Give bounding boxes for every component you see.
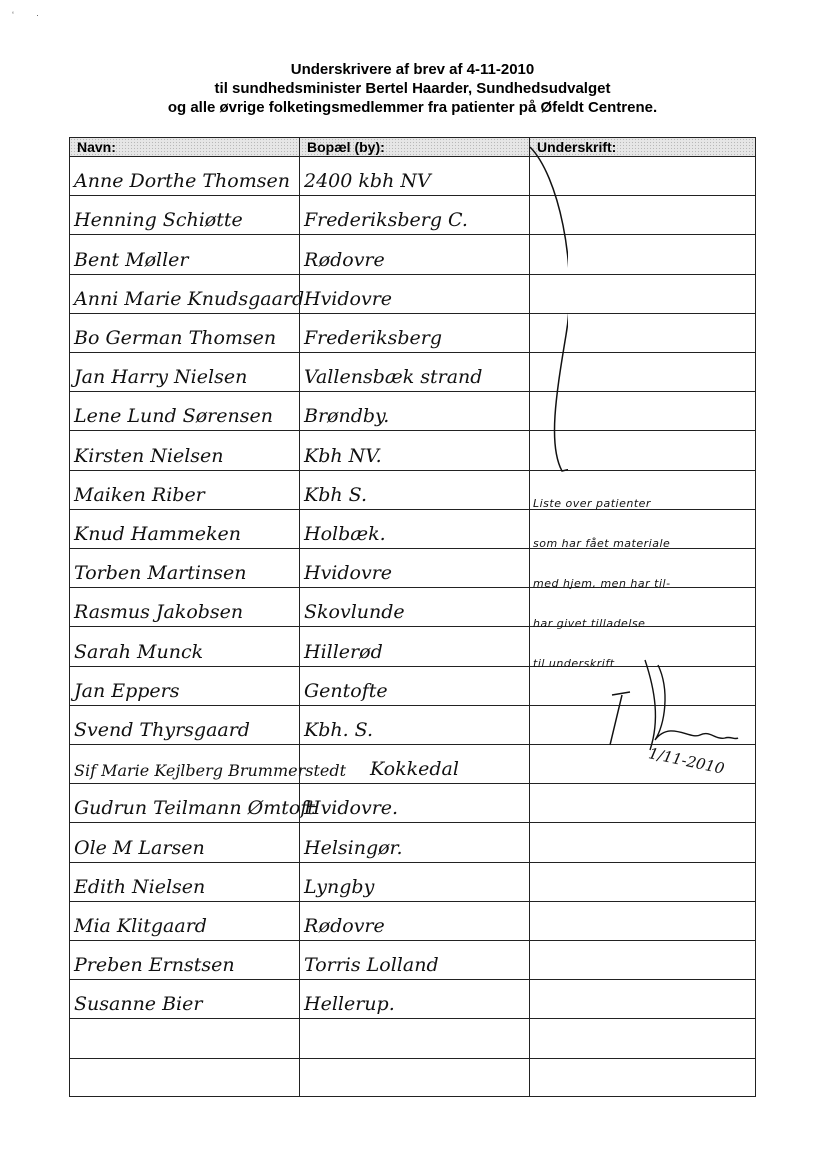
title-line: og alle øvrige folketingsmedlemmer fra patienter på Øfeldt Centrene. <box>167 99 658 116</box>
signer-name: Sarah Munck <box>74 640 204 663</box>
table-row <box>70 314 755 353</box>
signer-name: Ole M Larsen <box>74 836 205 859</box>
header-city: Bopæl (by): <box>307 139 385 155</box>
signer-city: Vallensbæk strand <box>304 366 483 389</box>
scan-speck: · <box>36 10 39 20</box>
table-row <box>70 784 755 823</box>
table-row <box>70 980 755 1019</box>
signer-name: Anne Dorthe Thomsen <box>74 170 290 193</box>
signer-city: Kokkedal <box>370 758 459 781</box>
signer-name: Rasmus Jakobsen <box>74 601 244 624</box>
signer-name: Maiken Riber <box>74 483 205 506</box>
table-row <box>70 235 755 274</box>
signer-city: Hellerup. <box>304 993 395 1016</box>
signer-name: Susanne Bier <box>74 993 203 1016</box>
signer-city: Gentofte <box>304 679 388 702</box>
signer-city: Frederiksberg C. <box>304 209 468 232</box>
signer-name: Knud Hammeken <box>74 522 242 545</box>
table-row <box>70 902 755 941</box>
note-line: har givet tilladelse <box>533 617 646 630</box>
signer-city: Rødovre <box>304 248 385 271</box>
brace-mark <box>528 145 568 485</box>
signer-city: Brøndby. <box>304 405 390 428</box>
title-line: til sundhedsminister Bertel Haarder, Sundhedsudvalget <box>214 80 611 97</box>
signer-name: Henning Schiøtte <box>74 209 243 232</box>
signer-city: Skovlunde <box>304 601 405 624</box>
signature-scribble <box>600 650 740 760</box>
header-signature: Underskrift: <box>537 139 617 155</box>
note-line: som har fået materiale <box>533 537 671 550</box>
signer-city: 2400 kbh NV <box>304 170 431 193</box>
signer-city: Hillerød <box>304 640 383 663</box>
signer-name: Bent Møller <box>74 248 189 271</box>
table-row <box>70 431 755 470</box>
table-row <box>70 157 755 196</box>
signer-name: Sif Marie Kejlberg Brummerstedt <box>74 761 347 781</box>
table-row <box>70 196 755 235</box>
signer-city: Kbh S. <box>304 483 368 506</box>
signer-city: Kbh NV. <box>304 444 382 467</box>
table-row <box>70 863 755 902</box>
header-name: Navn: <box>77 139 116 155</box>
signer-name: Kirsten Nielsen <box>74 444 224 467</box>
signer-name: Preben Ernstsen <box>74 954 235 977</box>
signer-name: Torben Martinsen <box>74 562 247 585</box>
signer-city: Kbh. S. <box>304 718 374 741</box>
table-row <box>70 1019 755 1058</box>
signer-city: Hvidovre <box>304 562 393 585</box>
table-row <box>70 392 755 431</box>
signer-name: Edith Nielsen <box>74 875 206 898</box>
table-row <box>70 823 755 862</box>
signer-city: Frederiksberg <box>304 326 442 349</box>
signer-city: Rødovre <box>304 914 385 937</box>
signer-city: Hvidovre <box>304 287 393 310</box>
title-line: Underskrivere af brev af 4-11-2010 <box>290 61 535 78</box>
table-row <box>70 941 755 980</box>
note-line: Liste over patienter <box>533 497 651 510</box>
signer-name: Anni Marie Knudsgaard <box>74 287 305 310</box>
signer-city: Hvidovre. <box>304 797 399 820</box>
signer-name: Svend Thyrsgaard <box>74 718 250 741</box>
signer-name: Lene Lund Sørensen <box>74 405 273 428</box>
note-line: til underskrift <box>533 657 615 670</box>
signer-city: Holbæk. <box>304 522 386 545</box>
signer-name: Jan Harry Nielsen <box>74 366 248 389</box>
signer-name: Gudrun Teilmann Ømtoft <box>74 797 315 820</box>
signer-city: Lyngby <box>304 875 375 898</box>
signer-city: Torris Lolland <box>304 954 439 977</box>
table-row <box>70 1059 755 1098</box>
signer-name: Jan Eppers <box>74 679 180 702</box>
table-row <box>70 275 755 314</box>
signer-name: Bo German Thomsen <box>74 326 277 349</box>
note-line: med hjem, men har til- <box>533 577 671 590</box>
signer-name: Mia Klitgaard <box>74 914 207 937</box>
signer-city: Helsingør. <box>304 836 403 859</box>
column-divider <box>299 138 300 1096</box>
document-title <box>0 60 825 117</box>
scan-speck: ‘ <box>12 10 14 20</box>
table-row <box>70 353 755 392</box>
signature-date: 1/11-2010 <box>646 744 726 778</box>
table-header-row <box>70 138 755 157</box>
